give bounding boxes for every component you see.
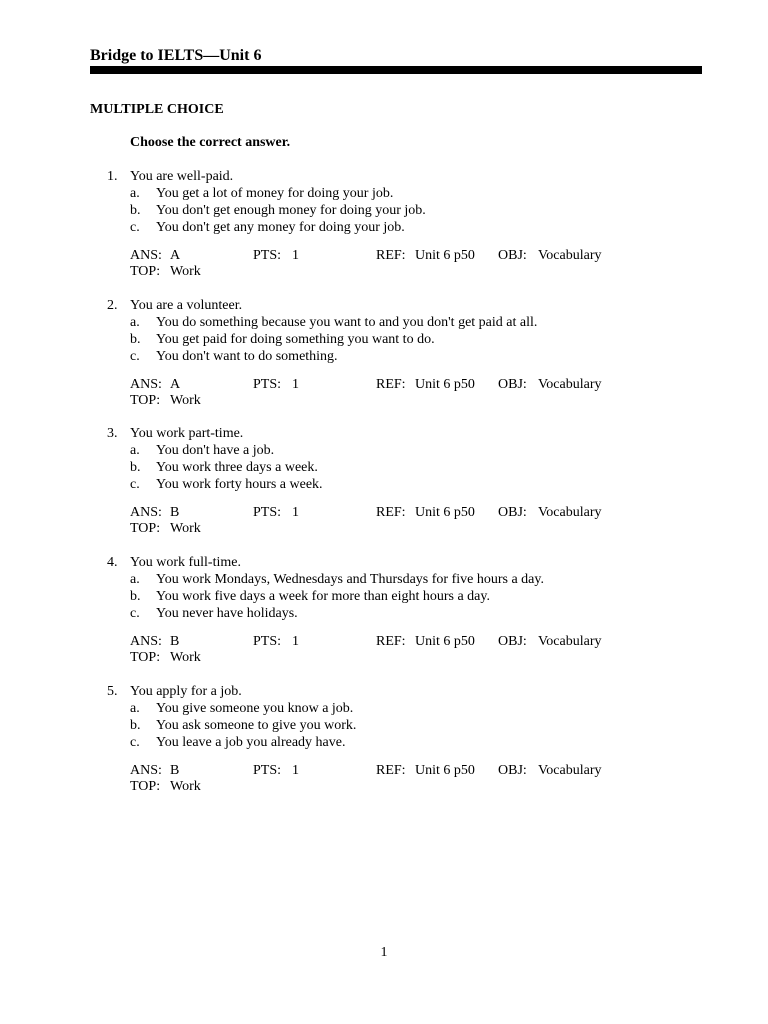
pts-label: PTS: [253, 763, 282, 778]
option-letter: a. [130, 186, 140, 201]
option-letter: a. [130, 315, 140, 330]
top-label: TOP: [130, 393, 161, 408]
ans-label: ANS: [130, 248, 162, 263]
obj-value: Vocabulary [538, 634, 602, 649]
option-letter: b. [130, 589, 141, 604]
option-letter: b. [130, 332, 141, 347]
top-label: TOP: [130, 521, 161, 536]
obj-value: Vocabulary [538, 505, 602, 520]
top-label: TOP: [130, 264, 161, 279]
option-text: You get paid for doing something you want to do. [156, 332, 435, 347]
option-text: You ask someone to give you work. [156, 718, 357, 733]
top-value: Work [170, 264, 201, 279]
ref-label: REF: [376, 505, 406, 520]
option-b [0, 588, 768, 605]
obj-label: OBJ: [498, 763, 527, 778]
ans-value: A [170, 248, 181, 263]
obj-label: OBJ: [498, 377, 527, 392]
option-letter: b. [130, 718, 141, 733]
top-value: Work [170, 650, 201, 665]
question-1 [0, 168, 768, 279]
option-text: You work five days a week for more than eight hours a day. [156, 589, 490, 604]
document-title: Bridge to IELTS—Unit 6 [90, 47, 262, 64]
ref-value: Unit 6 p50 [415, 248, 475, 263]
option-b [0, 202, 768, 219]
obj-label: OBJ: [498, 634, 527, 649]
header-rule [90, 66, 702, 74]
pts-value: 1 [292, 634, 299, 649]
ans-value: A [170, 377, 181, 392]
ref-label: REF: [376, 763, 406, 778]
question-number: 4. [107, 555, 118, 570]
option-letter: c. [130, 349, 140, 364]
obj-label: OBJ: [498, 505, 527, 520]
option-b [0, 717, 768, 734]
question-stem: You work full-time. [130, 555, 241, 570]
pts-label: PTS: [253, 505, 282, 520]
pts-value: 1 [292, 763, 299, 778]
question-5 [0, 683, 768, 794]
option-text: You never have holidays. [156, 606, 298, 621]
option-text: You do something because you want to and you don't get paid at all. [156, 315, 538, 330]
ref-label: REF: [376, 634, 406, 649]
obj-value: Vocabulary [538, 763, 602, 778]
option-c [0, 348, 768, 365]
option-letter: b. [130, 203, 141, 218]
top-value: Work [170, 521, 201, 536]
obj-value: Vocabulary [538, 248, 602, 263]
ans-label: ANS: [130, 763, 162, 778]
option-c [0, 734, 768, 751]
question-number: 3. [107, 426, 118, 441]
obj-value: Vocabulary [538, 377, 602, 392]
topic-meta-row [0, 778, 768, 794]
ans-value: B [170, 763, 180, 778]
ref-value: Unit 6 p50 [415, 377, 475, 392]
topic-meta-row [0, 392, 768, 408]
option-text: You work Mondays, Wednesdays and Thursdays for five hours a day. [156, 572, 544, 587]
answer-meta-row [0, 376, 768, 392]
ref-value: Unit 6 p50 [415, 763, 475, 778]
option-a [0, 700, 768, 717]
ans-label: ANS: [130, 634, 162, 649]
option-text: You don't get enough money for doing your job. [156, 203, 426, 218]
option-text: You give someone you know a job. [156, 701, 354, 716]
pts-label: PTS: [253, 634, 282, 649]
ref-value: Unit 6 p50 [415, 634, 475, 649]
topic-meta-row [0, 263, 768, 279]
answer-meta-row [0, 762, 768, 778]
answer-meta-row [0, 633, 768, 649]
option-a [0, 314, 768, 331]
pts-label: PTS: [253, 377, 282, 392]
option-a [0, 185, 768, 202]
option-letter: a. [130, 572, 140, 587]
question-number: 5. [107, 684, 118, 699]
ref-label: REF: [376, 248, 406, 263]
option-letter: b. [130, 460, 141, 475]
question-stem: You apply for a job. [130, 684, 242, 699]
option-b [0, 331, 768, 348]
option-letter: a. [130, 701, 140, 716]
top-label: TOP: [130, 779, 161, 794]
section-title: MULTIPLE CHOICE [90, 102, 224, 117]
ans-value: B [170, 505, 180, 520]
option-letter: c. [130, 606, 140, 621]
ref-value: Unit 6 p50 [415, 505, 475, 520]
topic-meta-row [0, 520, 768, 536]
pts-value: 1 [292, 505, 299, 520]
option-letter: c. [130, 477, 140, 492]
option-a [0, 571, 768, 588]
option-c [0, 476, 768, 493]
option-text: You don't want to do something. [156, 349, 338, 364]
option-c [0, 605, 768, 622]
top-label: TOP: [130, 650, 161, 665]
instructions: Choose the correct answer. [130, 135, 291, 150]
question-3 [0, 425, 768, 536]
option-a [0, 442, 768, 459]
question-4 [0, 554, 768, 665]
option-text: You work three days a week. [156, 460, 318, 475]
option-letter: a. [130, 443, 140, 458]
top-value: Work [170, 779, 201, 794]
option-b [0, 459, 768, 476]
option-c [0, 219, 768, 236]
option-text: You work forty hours a week. [156, 477, 323, 492]
top-value: Work [170, 393, 201, 408]
option-letter: c. [130, 735, 140, 750]
obj-label: OBJ: [498, 248, 527, 263]
answer-meta-row [0, 247, 768, 263]
ans-label: ANS: [130, 377, 162, 392]
question-2 [0, 297, 768, 408]
question-stem: You are a volunteer. [130, 298, 243, 313]
page-number: 1 [380, 945, 388, 960]
answer-meta-row [0, 504, 768, 520]
ref-label: REF: [376, 377, 406, 392]
option-text: You don't get any money for doing your job. [156, 220, 405, 235]
ans-value: B [170, 634, 180, 649]
question-number: 1. [107, 169, 118, 184]
option-letter: c. [130, 220, 140, 235]
question-stem: You are well-paid. [130, 169, 234, 184]
pts-value: 1 [292, 377, 299, 392]
ans-label: ANS: [130, 505, 162, 520]
pts-value: 1 [292, 248, 299, 263]
option-text: You don't have a job. [156, 443, 275, 458]
topic-meta-row [0, 649, 768, 665]
option-text: You leave a job you already have. [156, 735, 346, 750]
pts-label: PTS: [253, 248, 282, 263]
option-text: You get a lot of money for doing your job. [156, 186, 394, 201]
question-stem: You work part-time. [130, 426, 244, 441]
question-number: 2. [107, 298, 118, 313]
